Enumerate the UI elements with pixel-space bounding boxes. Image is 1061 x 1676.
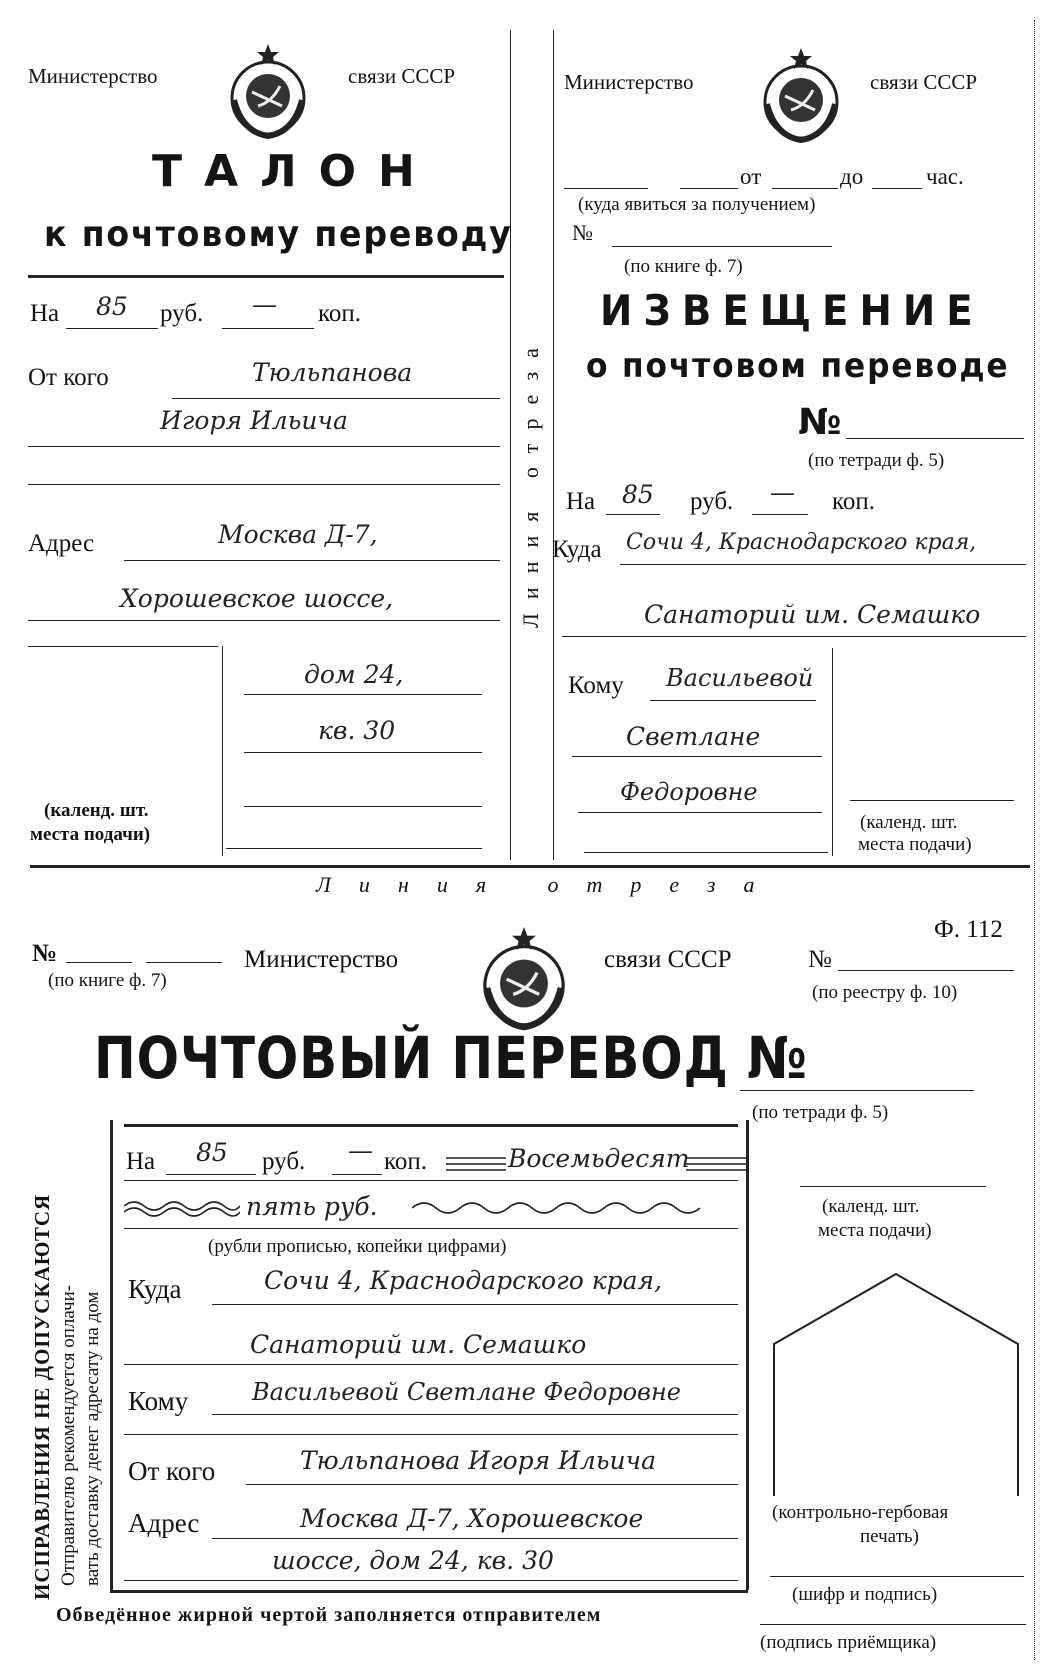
notice-amount-kop: — — [770, 478, 795, 507]
notice-to-label: до — [840, 164, 864, 189]
order-address-label: Адрес — [128, 1508, 200, 1538]
notice-number-sign-big: № — [798, 402, 842, 443]
notice-where-line2-rule — [562, 636, 1026, 637]
order-control-caption-1: (контрольно-гербовая — [772, 1502, 949, 1523]
notice-where-line-a — [564, 188, 648, 189]
notice-kop-line — [752, 514, 808, 515]
order-address-line2: шоссе, дом 24, кв. 30 — [272, 1546, 554, 1575]
talon-address-line1: Москва Д-7, — [218, 520, 378, 549]
order-to-whom-rule-2 — [124, 1434, 738, 1435]
talon-stamp-caption-2: места подачи) — [30, 824, 151, 845]
order-amount-kop: — — [348, 1136, 373, 1165]
cut-divider-vertical — [510, 30, 511, 860]
notice-where-line1-rule — [620, 564, 1026, 565]
notice-to-line — [872, 188, 922, 189]
order-where-label: Куда — [128, 1274, 182, 1304]
order-side-text-1: ИСПРАВЛЕНИЯ НЕ ДОПУСКАЮТСЯ — [30, 1193, 54, 1600]
notice-ussr: связи СССР — [870, 70, 978, 94]
talon-stamp-caption-1: (календ. шт. — [44, 800, 149, 821]
talon-address-line4-rule — [244, 752, 482, 753]
order-to-whom-value: Васильевой Светлане Федоровне — [252, 1378, 681, 1406]
order-number-sign-right: № — [808, 946, 832, 973]
talon-address-line2-rule — [28, 620, 500, 621]
order-wavy-fill-right — [412, 1196, 712, 1218]
order-title: ПОЧТОВЫЙ ПЕРЕВОД № — [94, 1024, 808, 1092]
order-wavy-fill-left — [124, 1196, 240, 1218]
notice-where-caption: (куда явиться за получением) — [578, 194, 816, 215]
order-side-text-3: вать доставку денег адресату на дом — [82, 1291, 103, 1586]
order-cipher-caption: (шифр и подпись) — [792, 1584, 938, 1605]
notice-stamp-caption-2: места подачи) — [858, 834, 972, 855]
notice-to-whom-line2-rule — [572, 756, 822, 757]
talon-kop-line — [222, 328, 314, 329]
notice-stamp-caption-1: (календ. шт. — [860, 812, 958, 833]
order-box-top — [124, 1124, 738, 1127]
control-stamp-frame — [770, 1270, 1022, 1498]
talon-address-line1-rule — [124, 560, 500, 561]
notice-from-line — [772, 188, 838, 189]
talon-from-line2: Игоря Ильича — [160, 406, 348, 435]
order-receiver-caption: (подпись приёмщика) — [760, 1632, 937, 1653]
order-box-bottom — [110, 1590, 748, 1593]
talon-rub-label: руб. — [160, 300, 204, 327]
order-from-label: От кого — [128, 1456, 216, 1486]
order-rub-label: руб. — [262, 1148, 306, 1175]
right-edge — [1034, 20, 1035, 1660]
notice-where-line-b — [680, 188, 738, 189]
order-where-line1-rule — [212, 1304, 738, 1305]
order-rub-line — [166, 1174, 256, 1175]
notice-notebook-line — [846, 438, 1024, 439]
order-side-text-2: Отправителю рекомендуется оплачи- — [58, 1284, 79, 1586]
talon-address-line5-rule — [244, 806, 482, 807]
notice-where-line2: Санаторий им. Семашко — [644, 600, 981, 629]
order-kop-label: коп. — [384, 1148, 428, 1175]
talon-address-line2: Хорошевское шоссе, — [120, 584, 394, 613]
notice-hours-label: час. — [926, 164, 964, 189]
notice-notebook-caption: (по тетради ф. 5) — [808, 450, 945, 471]
order-notebook-caption: (по тетради ф. 5) — [752, 1102, 889, 1123]
ussr-emblem-icon — [755, 44, 847, 144]
order-book-caption: (по книге ф. 7) — [48, 970, 167, 991]
notice-book-line — [612, 246, 832, 247]
order-amount-words-2: пять руб. — [246, 1192, 378, 1221]
talon-title: ТАЛОН — [152, 146, 437, 197]
talon-stamp-divider — [222, 646, 223, 856]
order-where-line2: Санаторий им. Семашко — [250, 1330, 587, 1359]
order-footer: Обведённое жирной чертой заполняется отправителем — [56, 1604, 602, 1626]
order-address-line1-rule — [212, 1538, 738, 1539]
ussr-emblem-icon — [222, 40, 314, 140]
notice-where-line1: Сочи 4, Краснодарского края, — [626, 530, 977, 555]
notice-ministry: Министерство — [564, 70, 694, 94]
notice-stamp-divider — [832, 648, 833, 856]
order-from-value: Тюльпанова Игоря Ильича — [300, 1446, 657, 1475]
order-cipher-line — [770, 1576, 1024, 1577]
order-kop-line — [332, 1174, 382, 1175]
notice-rub-line — [606, 514, 660, 515]
order-ussr: связи СССР — [604, 946, 732, 973]
order-form-code: Ф. 112 — [934, 916, 1003, 943]
talon-address-line3-rule — [244, 694, 482, 695]
notice-rub-label: руб. — [690, 488, 734, 515]
notice-from-label: от — [740, 164, 762, 189]
ussr-emblem-icon — [474, 922, 574, 1032]
talon-from-line2-rule — [28, 446, 500, 447]
order-ministry: Министерство — [244, 946, 399, 973]
talon-from-line1-rule — [172, 398, 500, 399]
talon-amount-rub: 85 — [96, 292, 128, 321]
order-box-right — [746, 1120, 749, 1590]
talon-address-line6-rule — [226, 848, 482, 849]
order-title-number-line — [740, 1090, 974, 1091]
order-where-line2-rule — [124, 1364, 738, 1365]
notice-to-whom-line3-rule — [578, 812, 822, 813]
order-words-rule-1 — [124, 1180, 738, 1181]
order-amount-rub: 85 — [196, 1138, 228, 1167]
notice-left-border — [553, 30, 554, 860]
notice-na-label: На — [566, 488, 596, 515]
talon-subtitle: к почтовому переводу — [44, 214, 513, 255]
notice-book-caption: (по книге ф. 7) — [624, 256, 743, 277]
notice-to-whom-line1-rule — [650, 700, 816, 701]
notice-kop-label: коп. — [832, 488, 876, 515]
talon-na-label: На — [30, 300, 60, 327]
talon-ministry: Министерство — [28, 64, 158, 88]
order-na-label: На — [126, 1148, 156, 1175]
order-registry-caption: (по реестру ф. 10) — [812, 982, 958, 1003]
talon-kop-label: коп. — [318, 300, 362, 327]
notice-to-whom-line2: Светлане — [626, 722, 761, 751]
talon-address-line4: кв. 30 — [318, 716, 396, 745]
talon-blank-rule — [28, 484, 500, 485]
notice-number-sign: № — [572, 220, 593, 245]
notice-stamp-line — [850, 800, 1014, 801]
cut-line-vertical-text: Линия отреза — [518, 334, 543, 628]
order-to-whom-rule — [212, 1414, 738, 1415]
order-registry-line — [838, 970, 1014, 971]
talon-amount-kop: — — [252, 290, 277, 319]
order-receiver-line — [760, 1624, 1026, 1625]
cut-line-horizontal-text: Линия отреза — [316, 872, 783, 897]
order-box-left — [110, 1120, 113, 1590]
order-address-line2-rule — [124, 1580, 738, 1581]
notice-title: ИЗВЕЩЕНИЕ — [600, 286, 984, 335]
notice-amount-rub: 85 — [622, 480, 654, 509]
order-stamp-caption-2: места подачи) — [818, 1220, 932, 1241]
order-stamp-line — [800, 1186, 986, 1187]
order-book-line-b — [146, 962, 222, 963]
talon-stamp-top-rule — [28, 646, 218, 647]
order-stamp-caption-1: (календ. шт. — [822, 1196, 920, 1217]
notice-to-whom-label: Кому — [568, 672, 624, 699]
talon-address-line3: дом 24, — [304, 660, 404, 689]
order-where-line1: Сочи 4, Краснодарского края, — [264, 1266, 663, 1295]
order-number-sign-left: № — [32, 940, 58, 967]
notice-to-whom-line1: Васильевой — [666, 664, 814, 692]
notice-where-label: Куда — [552, 536, 602, 563]
notice-subtitle: о почтовом переводе — [586, 346, 1010, 386]
order-to-whom-label: Кому — [128, 1386, 189, 1416]
talon-from-label: От кого — [28, 364, 109, 391]
order-book-line-a — [66, 962, 132, 963]
order-amount-words-1: Восемьдесят — [508, 1144, 690, 1173]
talon-rub-line — [66, 328, 158, 329]
order-address-line1: Москва Д-7, Хорошевское — [300, 1504, 644, 1533]
cut-divider-horizontal — [30, 865, 1030, 868]
talon-from-line1: Тюльпанова — [252, 358, 413, 387]
talon-address-label: Адрес — [28, 530, 95, 557]
notice-to-whom-line4-rule — [584, 852, 828, 853]
order-from-rule — [246, 1484, 738, 1485]
order-words-caption: (рубли прописью, копейки цифрами) — [208, 1236, 507, 1257]
order-words-rule-2 — [124, 1228, 738, 1229]
order-control-caption-2: печать) — [860, 1526, 919, 1547]
notice-to-whom-line3: Федоровне — [620, 778, 758, 806]
talon-title-rule — [28, 275, 504, 278]
talon-ussr: связи СССР — [348, 64, 456, 88]
